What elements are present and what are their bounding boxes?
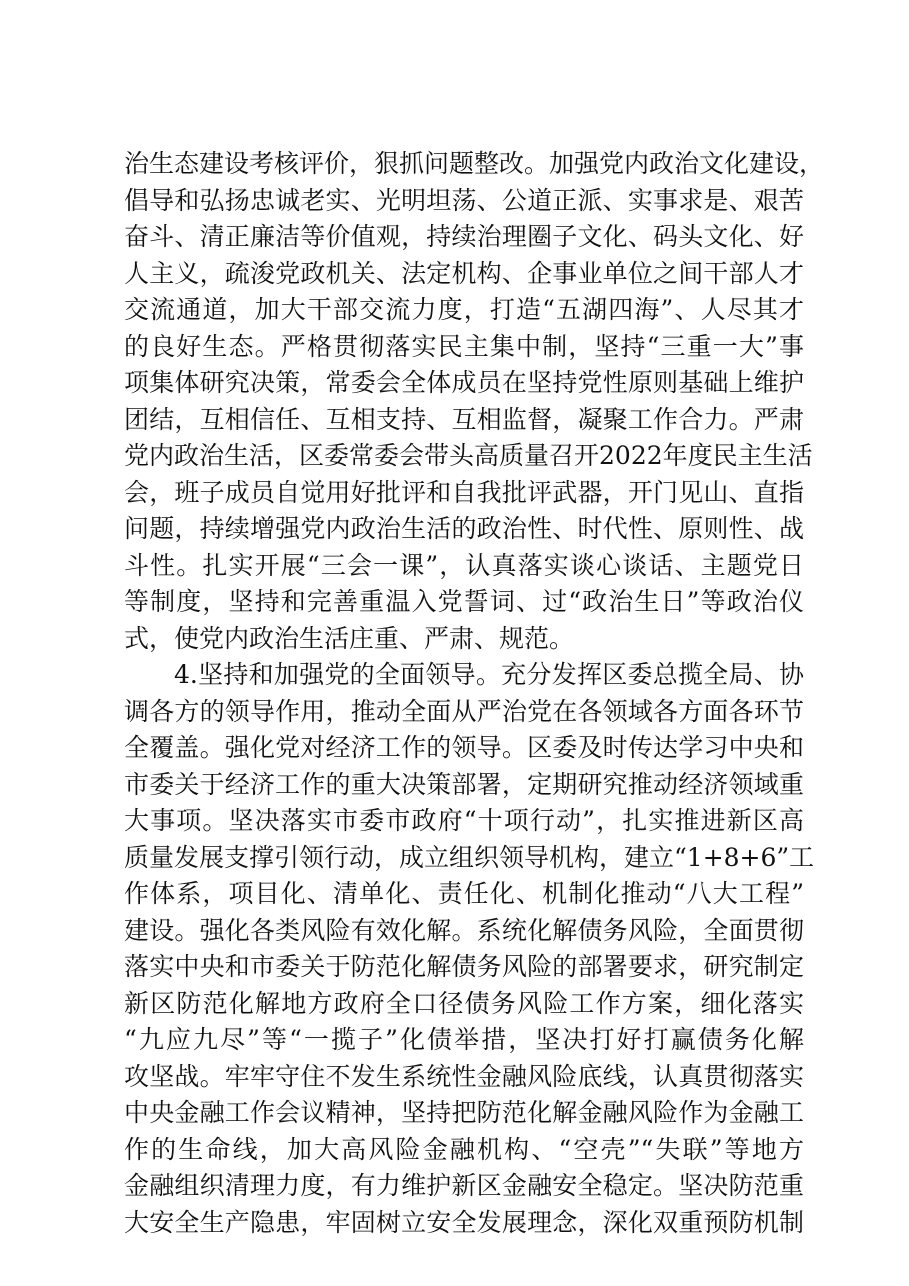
text-line: 倡导和弘扬忠诚老实、光明坦荡、公道正派、实事求是、艰苦 xyxy=(124,185,804,215)
text-line: 等制度，坚持和完善重温入党誓词、过“政治生日”等政治仪 xyxy=(124,587,804,616)
text-line: 党内政治生活，区委常委会带头高质量召开2022年度民主生活 xyxy=(124,441,813,470)
text-line: 奋斗、清正廉洁等价值观，持续治理圈子文化、码头文化、好 xyxy=(124,222,804,251)
text-line: 交流通道，加大干部交流力度，打造“五湖四海”、人尽其才 xyxy=(124,295,804,324)
text-line: 中央金融工作会议精神，坚持把防范化解金融风险作为金融工 xyxy=(124,1098,804,1127)
text-line: 建设。强化各类风险有效化解。系统化解债务风险，全面贯彻 xyxy=(124,915,804,945)
text-line: 问题，持续增强党内政治生活的政治性、时代性、原则性、战 xyxy=(124,514,804,543)
text-line: 团结，互相信任、互相支持、互相监督，凝聚工作合力。严肃 xyxy=(124,404,804,434)
text-line: 大事项。坚决落实市委市政府“十项行动”，扎实推进新区高 xyxy=(124,806,804,835)
text-line: 作的生命线，加大高风险金融机构、“空壳”“失联”等地方 xyxy=(124,1134,804,1164)
text-line: 大安全生产隐患，牢固树立安全发展理念，深化双重预防机制 xyxy=(124,1207,804,1237)
document-body xyxy=(124,146,825,1241)
section-heading-line: 4.坚持和加强党的全面领导。充分发挥区委总揽全局、协 xyxy=(174,660,804,689)
text-line: 斗性。扎实开展“三会一课”，认真落实谈心谈话、主题党日 xyxy=(124,550,804,580)
text-line: 治生态建设考核评价，狠抓问题整改。加强党内政治文化建设， xyxy=(124,149,825,178)
text-line: 新区防范化解地方政府全口径债务风险工作方案，细化落实 xyxy=(124,988,804,1018)
text-line: 会，班子成员自觉用好批评和自我批评武器，开门见山、直指 xyxy=(124,477,804,507)
text-line: 作体系，项目化、清单化、责任化、机制化推动“八大工程” xyxy=(124,879,804,908)
text-line: 的良好生态。严格贯彻落实民主集中制，坚持“三重一大”事 xyxy=(124,331,804,361)
text-line: 市委关于经济工作的重大决策部署，定期研究推动经济领域重 xyxy=(124,769,804,799)
text-line: 落实中央和市委关于防范化解债务风险的部署要求，研究制定 xyxy=(124,952,804,981)
text-line: 质量发展支撑引领行动，成立组织领导机构，建立“1+8+6”工 xyxy=(124,842,815,872)
text-line: 项集体研究决策，常委会全体成员在坚持党性原则基础上维护 xyxy=(124,368,804,397)
text-line: “九应九尽”等“一揽子”化债举措，坚决打好打赢债务化解 xyxy=(124,1025,804,1054)
paragraph-end-line: 式，使党内政治生活庄重、严肃、规范。 xyxy=(124,623,575,653)
text-line: 攻坚战。牢牢守住不发生系统性金融风险底线，认真贯彻落实 xyxy=(124,1061,804,1091)
text-line: 全覆盖。强化党对经济工作的领导。区委及时传达学习中央和 xyxy=(124,733,804,762)
text-line: 人主义，疏浚党政机关、法定机构、企事业单位之间干部人才 xyxy=(124,258,804,288)
text-line: 调各方的领导作用，推动全面从严治党在各领域各方面各环节 xyxy=(124,696,804,726)
text-line: 金融组织清理力度，有力维护新区金融安全稳定。坚决防范重 xyxy=(124,1171,804,1200)
